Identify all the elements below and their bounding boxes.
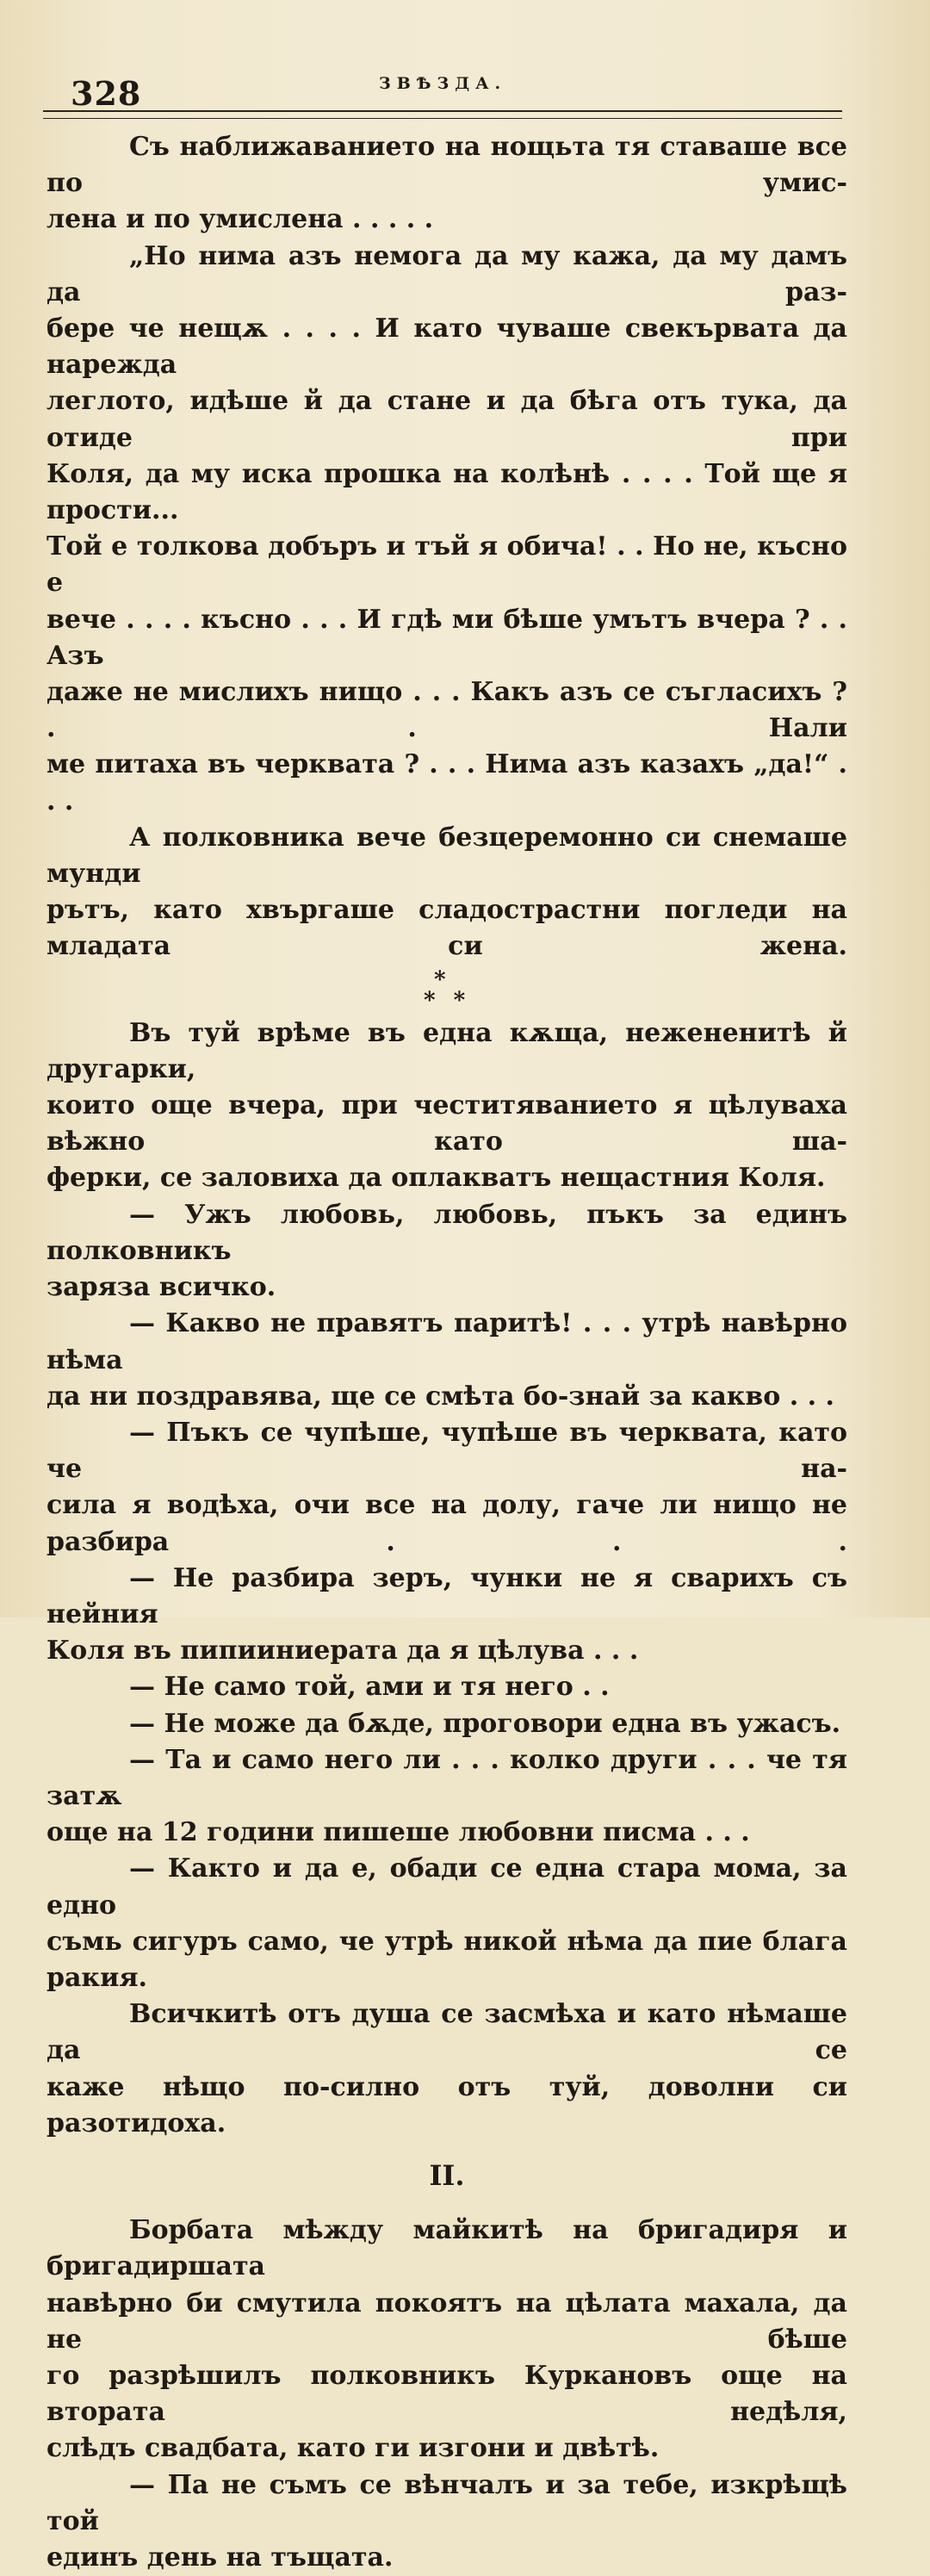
header-rule-thin xyxy=(43,118,842,119)
paragraph-line: които още вчера, при честитяванието я цѣлуваха вѣжно като ша- xyxy=(46,1090,847,1158)
paragraph-line: ме питаха въ черквата ? . . . Нима азъ казахъ „да!“ . . . xyxy=(46,749,847,816)
paragraph-line: да ни поздравява, ще се смѣта бо-знай за какво . . . xyxy=(46,1381,834,1412)
paragraph: Въ туй врѣме въ една кѫща, нежененитѣ й другарки, xyxy=(46,1017,847,1084)
paragraph: — Не само той, ами и тя него . . xyxy=(129,1672,610,1703)
paragraph: А полковника вече безцеремонно си снемаше мунди xyxy=(46,822,847,890)
paragraph-line: лена и по умислена . . . . . xyxy=(46,204,434,235)
paragraph: — Не може да бѫде, проговори една въ ужасъ. xyxy=(129,1708,841,1739)
paragraph: — Ужъ любовь, любовь, пъкъ за единъ полковникъ xyxy=(46,1199,847,1266)
section-break-asterisks xyxy=(46,965,847,1015)
paragraph: Съ наближаванието на нощьта тя ставаше все по умис- xyxy=(46,132,847,199)
asterism-top: * xyxy=(434,966,446,993)
paragraph: — Па не съмъ се вѣнчалъ и за тебе, изкрѣщѣ той xyxy=(46,2469,847,2536)
paragraph: Всичкитѣ отъ душа се засмѣха и като нѣмаше да се xyxy=(46,1999,847,2066)
paragraph: — Както и да е, обади се една стара мома, за едно xyxy=(46,1853,847,1921)
paragraph: Борбата мѣжду майкитѣ на бригадиря и бригадиршата xyxy=(46,2215,847,2282)
paragraph-line: Той е толкова добъръ и тъй я обича! . . Но не, късно е xyxy=(46,531,847,599)
paragraph-line: вече . . . . късно . . . И гдѣ ми бѣше умътъ вчера ? . . Азъ xyxy=(46,604,847,671)
running-title: ЗВѢЗДА. xyxy=(379,74,507,93)
paragraph: — Та и само него ли . . . колко други . . . че тя затѫ xyxy=(46,1744,847,1811)
paragraph-line: бере че нещѫ . . . . И като чуваше свекървата да нарежда xyxy=(46,313,847,381)
paragraph-line: единъ день на тъщата. xyxy=(46,2542,394,2573)
paragraph-line: леглото, идѣше й да стане и да бѣга отъ тука, да отиде при xyxy=(46,386,847,453)
paragraph-line: сила я водѣха, очи все на долу, гаче ли нищо не разбира . . . xyxy=(46,1490,847,1557)
paragraph: „Но нима азъ немога да му кажа, да му дамъ да раз- xyxy=(46,240,847,307)
paragraph: — Не разбира зеръ, чунки не я сварихъ съ нейния xyxy=(46,1562,847,1629)
paragraph-line: Коля, да му иска прошка на колѣнѣ . . . . Той ще я прости... xyxy=(46,458,847,526)
section-heading: II. xyxy=(429,2158,465,2192)
paragraph: — Какво не правятъ паритѣ! . . . утрѣ навѣрно нѣма xyxy=(46,1308,847,1375)
paragraph: — Пъкъ се чупѣше, чупѣше въ черквата, като че на- xyxy=(46,1417,847,1485)
page-number: 328 xyxy=(71,74,142,113)
paragraph-line: рътъ, като хвъргаше сладострастни погледи на младата си жена. xyxy=(46,895,847,962)
paragraph-line: съмь сигуръ само, че утрѣ никой нѣма да пие блага ракия. xyxy=(46,1926,847,1993)
paragraph-line: ферки, се заловиха да оплакватъ нещастния Коля. xyxy=(46,1163,826,1194)
paragraph-line: още на 12 години пишеше любовни писма . . . xyxy=(46,1817,750,1848)
body-text xyxy=(46,129,847,2576)
paragraph-line: Коля въ пипииниерата да я цѣлува . . . xyxy=(46,1636,639,1667)
paragraph-line: го разрѣшилъ полковникъ Куркановъ още на втората недѣля, xyxy=(46,2360,847,2428)
asterism-bottom: * * xyxy=(424,987,471,1014)
paragraph-line: даже не мислихъ нищо . . . Какъ азъ се съгласихъ ? . . Нали xyxy=(46,677,847,744)
paragraph-line: заряза всичко. xyxy=(46,1272,276,1303)
header-rule xyxy=(43,110,842,112)
paragraph-line: навѣрно би смутила покоятъ на цѣлата махала, да не бѣше xyxy=(46,2287,847,2355)
paragraph-line: слѣдъ свадбата, като ги изгони и двѣтѣ. xyxy=(46,2433,660,2464)
paragraph-line: каже нѣщо по-силно отъ туй, доволни си разотидоха. xyxy=(46,2071,847,2138)
